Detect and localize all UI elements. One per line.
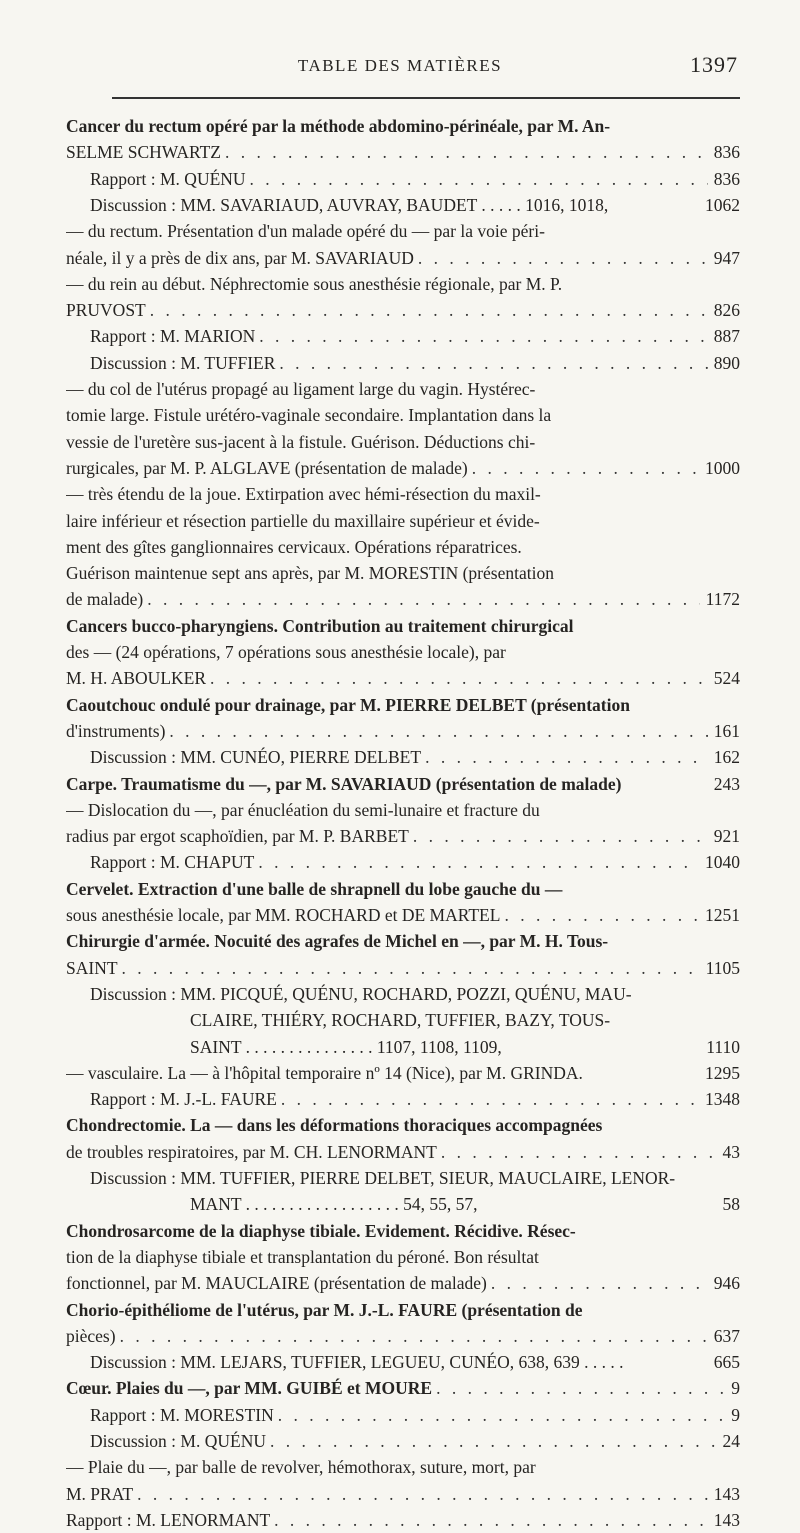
entry-text: Rapport : M. QUÉNU — [90, 168, 246, 189]
entry-page-number: 243 — [713, 773, 740, 794]
toc-line — [90, 981, 740, 1007]
toc-line — [90, 849, 740, 875]
entry-text: — du rectum. Présentation d'un malade opéré du — par la voie péri- — [66, 221, 545, 242]
entry-text: — du col de l'utérus propagé au ligament large du vagin. Hystérec- — [66, 379, 536, 399]
entry-text: Discussion : MM. PICQUÉ, QUÉNU, ROCHARD, POZZI, QUÉNU, MAU- — [90, 983, 632, 1004]
entry-text: pièces) — [66, 1325, 116, 1346]
leader-dots — [120, 1323, 708, 1349]
leader-dots — [418, 245, 708, 271]
entry-text: Chondrosarcome de la diaphyse tibiale. Evidement. Récidive. Résec- — [66, 1220, 576, 1241]
leader-dots — [413, 823, 708, 849]
entry-text: Discussion : MM. LEJARS, TUFFIER, LEGUEU, CUNÉO, 638, 639 . . . . . — [90, 1352, 624, 1373]
entry-text: Chorio-épithéliome de l'utérus, par M. J.-L. FAURE (présentation de — [66, 1299, 583, 1320]
entry-text: Cervelet. Extraction d'une balle de shrapnell du lobe gauche du — — [66, 878, 563, 899]
entry-page-number: 1062 — [705, 194, 740, 215]
entry-text: ment des gîtes ganglionnaires cervicaux. Opérations réparatrices. — [66, 536, 522, 557]
entry-text: Rapport : M. CHAPUT — [90, 852, 255, 873]
leader-dots — [147, 586, 699, 612]
entry-text: d'instruments) — [66, 720, 166, 741]
toc-line — [66, 429, 740, 455]
entry-text: rurgicales, par M. P. ALGLAVE (présentation de malade) — [66, 457, 468, 478]
toc-line — [190, 1191, 740, 1217]
toc-line — [66, 376, 740, 402]
leader-dots — [258, 849, 699, 875]
entry-text: SAINT . . . . . . . . . . . . . . . 1107, 1108, 1109, — [190, 1036, 502, 1057]
entry-page-number: 1348 — [705, 1089, 740, 1110]
toc-line — [66, 692, 740, 718]
entry-text: Carpe. Traumatisme du —, par M. SAVARIAUD (présentation de malade) — [66, 773, 622, 794]
entry-text: Cancers bucco-pharyngiens. Contribution au traitement chirurgical — [66, 615, 574, 636]
entry-page-number: 826 — [713, 300, 740, 321]
toc-line — [90, 1349, 740, 1375]
leader-dots — [137, 1481, 708, 1507]
entry-text: Discussion : M. TUFFIER — [90, 352, 276, 373]
entry-text: CLAIRE, THIÉRY, ROCHARD, TUFFIER, BAZY, TOUS- — [190, 1010, 611, 1031]
toc-line — [190, 1034, 740, 1060]
entry-text: laire inférieur et résection partielle du maxillaire supérieur et évide- — [66, 510, 540, 531]
entry-text: — vasculaire. La — à l'hôpital temporaire nº 14 (Nice), par M. GRINDA. — [66, 1062, 583, 1083]
toc-line — [66, 218, 740, 244]
entry-page-number: 665 — [713, 1352, 740, 1373]
entry-text: M. PRAT — [66, 1483, 134, 1504]
entry-text: — Plaie du —, par balle de revolver, hémothorax, suture, mort, par — [66, 1457, 536, 1478]
entry-page-number: 947 — [713, 247, 740, 268]
toc-line — [66, 297, 740, 323]
toc-line — [66, 481, 740, 507]
entry-text: Cœur. Plaies du —, par MM. GUIBÉ et MOURE — [66, 1378, 433, 1399]
running-title: TABLE DES MATIÈRES — [297, 56, 503, 75]
toc-line — [90, 323, 740, 349]
leader-dots — [150, 297, 708, 323]
toc-line — [66, 1481, 740, 1507]
leader-dots — [281, 1086, 699, 1112]
entry-text: — du rein au début. Néphrectomie sous anesthésie régionale, par M. P. — [66, 273, 563, 294]
toc-line — [90, 1165, 740, 1191]
entry-page-number: 887 — [713, 326, 740, 347]
toc-line — [66, 139, 740, 165]
header-rule — [112, 97, 740, 99]
page-number: 1397 — [690, 52, 738, 77]
entry-text: tion de la diaphyse tibiale et transplantation du péroné. Bon résultat — [66, 1246, 539, 1267]
page-header — [60, 52, 740, 80]
entry-text: MANT . . . . . . . . . . . . . . . . . . 54, 55, 57, — [190, 1194, 478, 1215]
toc-line — [66, 1375, 740, 1401]
entry-text: vessie de l'uretère sus-jacent à la fistule. Guérison. Déductions chi- — [66, 431, 536, 452]
leader-dots — [279, 350, 707, 376]
entry-page-number: 890 — [713, 352, 740, 373]
leader-dots — [122, 955, 700, 981]
entry-text: Cancer du rectum opéré par la méthode abdomino-périnéale, par M. An- — [66, 116, 611, 136]
toc-line — [90, 1086, 740, 1112]
entry-text: Chirurgie d'armée. Nocuité des agrafes de Michel en —, par M. H. Tous- — [66, 931, 609, 952]
entry-page-number: 161 — [713, 720, 740, 741]
toc-line — [66, 955, 740, 981]
toc-line — [66, 271, 740, 297]
leader-dots — [210, 665, 708, 691]
entry-page-number: 637 — [713, 1325, 740, 1346]
entry-text: de troubles respiratoires, par M. CH. LENORMANT — [66, 1141, 437, 1162]
toc-line — [66, 902, 740, 928]
entry-text: Caoutchouc ondulé pour drainage, par M. PIERRE DELBET (présentation — [66, 694, 630, 715]
leader-dots — [436, 1375, 725, 1401]
entry-text: M. H. ABOULKER — [66, 668, 207, 689]
entry-page-number: 921 — [713, 826, 740, 847]
entry-page-number: 1040 — [705, 852, 740, 873]
entry-text: fonctionnel, par M. MAUCLAIRE (présentation de malade) — [66, 1273, 487, 1294]
toc-line — [66, 1112, 740, 1138]
entry-text: tomie large. Fistule urétéro-vaginale secondaire. Implantation dans la — [66, 405, 552, 426]
entry-page-number: 1251 — [705, 905, 740, 925]
entry-text: Discussion : MM. TUFFIER, PIERRE DELBET, SIEUR, MAUCLAIRE, LENOR- — [90, 1168, 676, 1188]
toc-line — [66, 665, 740, 691]
entry-text: Discussion : MM. CUNÉO, PIERRE DELBET — [90, 747, 422, 768]
entry-page-number: 836 — [713, 142, 740, 163]
entry-page-number: 946 — [713, 1273, 740, 1294]
entry-text: — Dislocation du —, par énucléation du semi-lunaire et fracture du — [66, 799, 540, 820]
leader-dots — [278, 1402, 726, 1428]
entry-page-number: 1172 — [705, 589, 740, 610]
entry-text: Discussion : MM. SAVARIAUD, AUVRAY, BAUDET . . . . . 1016, 1018, — [90, 194, 609, 215]
leader-dots — [250, 166, 708, 192]
entry-text: Rapport : M. J.-L. FAURE — [90, 1089, 277, 1110]
toc-line — [90, 192, 740, 218]
toc-line — [66, 771, 740, 797]
toc-line — [90, 166, 740, 192]
entry-page-number: 524 — [713, 668, 740, 689]
toc-line — [66, 613, 740, 639]
toc-line — [90, 350, 740, 376]
toc-line — [190, 1007, 740, 1033]
entry-page-number: 9 — [731, 1378, 740, 1399]
leader-dots — [504, 902, 699, 928]
entry-page-number: 162 — [713, 747, 740, 768]
leader-dots — [169, 718, 707, 744]
entry-text: Rapport : M. MARION — [90, 326, 256, 347]
toc-line — [66, 823, 740, 849]
leader-dots — [441, 1139, 717, 1165]
entry-text: néale, il y a près de dix ans, par M. SAVARIAUD — [66, 247, 414, 268]
toc-line — [66, 402, 740, 428]
leader-dots — [274, 1507, 708, 1533]
entry-text: Chondrectomie. La — dans les déformations thoraciques accompagnées — [66, 1115, 603, 1136]
toc-line — [66, 1454, 740, 1480]
entry-page-number: 143 — [713, 1509, 740, 1530]
entry-text: SAINT — [66, 957, 118, 978]
entry-text: Guérison maintenue sept ans après, par M. MORESTIN (présentation — [66, 563, 554, 584]
entry-page-number: 24 — [722, 1431, 740, 1451]
toc-line — [66, 113, 740, 139]
toc-line — [90, 1428, 740, 1454]
entry-page-number: 143 — [713, 1483, 740, 1504]
entry-text: — très étendu de la joue. Extirpation avec hémi-résection du maxil- — [66, 484, 541, 505]
leader-dots — [270, 1428, 717, 1454]
toc-line — [90, 1402, 740, 1428]
leader-dots — [472, 455, 699, 481]
toc-line — [66, 1139, 740, 1165]
entry-text: Rapport : M. MORESTIN — [90, 1404, 274, 1425]
toc-line — [66, 718, 740, 744]
entry-text: radius par ergot scaphoïdien, par M. P. BARBET — [66, 826, 409, 847]
entry-page-number: 836 — [713, 168, 740, 189]
entry-page-number: 43 — [722, 1141, 740, 1162]
toc-line — [66, 245, 740, 271]
entry-page-number: 1110 — [706, 1036, 740, 1057]
entry-page-number: 1000 — [705, 457, 740, 478]
toc-line — [66, 455, 740, 481]
entry-text: des — (24 opérations, 7 opérations sous anesthésie locale), par — [66, 642, 506, 662]
entry-text: SELME SCHWARTZ — [66, 142, 221, 163]
toc-line — [66, 1323, 740, 1349]
entry-text: Discussion : M. QUÉNU — [90, 1431, 266, 1451]
entry-text: sous anesthésie locale, par MM. ROCHARD et DE MARTEL — [66, 905, 501, 925]
toc-line — [66, 1297, 740, 1323]
toc-line — [66, 534, 740, 560]
entry-page-number: 58 — [722, 1194, 740, 1215]
toc-line — [66, 560, 740, 586]
toc-line — [66, 876, 740, 902]
toc-line — [66, 1244, 740, 1270]
toc-line — [66, 586, 740, 612]
entry-page-number: 9 — [731, 1404, 740, 1425]
toc-line — [66, 1060, 740, 1086]
leader-dots — [225, 139, 708, 165]
leader-dots — [425, 744, 708, 770]
toc-line — [66, 797, 740, 823]
leader-dots — [491, 1270, 708, 1296]
entry-text: PRUVOST — [66, 300, 146, 321]
toc-line — [90, 744, 740, 770]
toc-line — [66, 928, 740, 954]
entry-text: de malade) — [66, 589, 144, 610]
toc-line — [66, 1270, 740, 1296]
toc-line — [66, 1218, 740, 1244]
toc-line — [66, 639, 740, 665]
entry-page-number: 1295 — [705, 1062, 740, 1083]
entry-text: Rapport : M. LENORMANT — [66, 1509, 271, 1530]
toc-line — [66, 508, 740, 534]
leader-dots — [259, 323, 707, 349]
entry-page-number: 1105 — [705, 957, 740, 978]
toc-line — [66, 1507, 740, 1533]
